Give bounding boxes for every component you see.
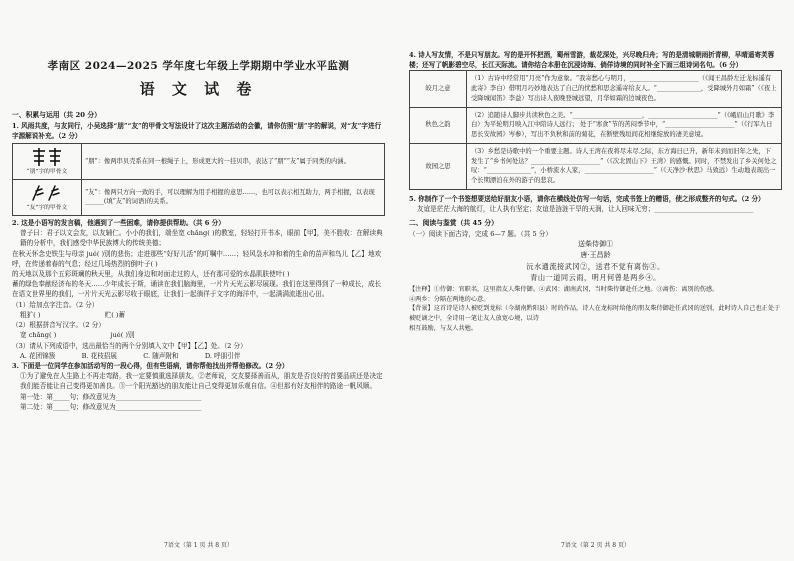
- q4-row-homesick: [410, 143, 782, 189]
- q2-passage-1: 曾子曰：君子以文会友，以友辅仁。小小的我们，端坐宽 chǎng( )的教室，轻轻打开书本，眼前【甲】，美不胜收：在解读典籍的分析中，我们感受中华民族博大的传统美德；: [20, 229, 383, 248]
- q1-table: [12, 143, 385, 216]
- q4-label-autumn: 秋色之韵: [410, 107, 467, 143]
- q4-row-moon: [410, 71, 782, 107]
- q4-text-autumn[interactable]: （2）追随诗人脚步共读秋色之美。“______________________，______________________”（《峨眉山月歌》李白）为平轮明月映入江中陪诗人远行； 处于“寒食”节的苦闷季节中，“______________________”（《行军九日思长安故园》岑参），写出不负秋和前的菊花，在断壁残垣间花相继绽放的凄美意境。: [467, 107, 782, 143]
- q5-text[interactable]: 友谊是茫茫大海的航灯，让人执有坚定；友谊是涟涟干旱的天润，让人回味无穷；______________________________: [417, 205, 754, 214]
- q2-option-c[interactable]: C. 随声附和: [143, 351, 179, 360]
- you-glyph-cell: [13, 179, 82, 215]
- poem-line-1: 沅水通流接武冈②，送君不觉有离伤③。: [526, 261, 665, 271]
- q2-sub2-item-2[interactable]: jué( )别: [110, 331, 135, 340]
- q2-sub2: （2）根据拼音写汉字。（2 分）: [12, 321, 105, 330]
- subject-title: 语 文 试 卷: [139, 80, 258, 98]
- section-1-heading: 一、积累与运用（共 20 分）: [12, 111, 101, 119]
- poem-title: 送柴侍御①: [578, 240, 613, 249]
- q3-fix-2[interactable]: 第二处：第_____句；修改意见为__________________________: [20, 402, 202, 411]
- peng-oracle-glyph-icon: [16, 146, 78, 168]
- poem-background-2: 相互鼓励，与友人共勉。: [409, 324, 478, 332]
- you-oracle-glyph-icon: [16, 182, 78, 204]
- peng-caption: “朋”字的甲骨文: [26, 168, 68, 175]
- page-1-footer: 7语文（第 1 页 共 8 页）: [164, 541, 233, 549]
- poem-note-4: ④两乡：分隔在两地的心意。: [409, 295, 490, 303]
- q2-prompt: 2. 这是小语写的发言稿，他遇到了一些困难，请你提供帮助。（共 6 分）: [12, 218, 225, 227]
- q2-sub3: （3）请从下列成语中，选出最恰当的两个分别填入文中【甲】【乙】处。（2 分）: [12, 341, 247, 350]
- poem-notes: 【注释】①侍御：官职名，这里指友人柴侍御。②武冈：湖南武冈，当时柴侍御赴任之地。③离伤：离别的伤感。: [409, 286, 719, 294]
- poem-background: 【背景】这首诗是诗人被贬到龙标（今湖南黔阳县）时的作品，诗人在龙标时给他的朋友柴侍御赴任武冈的送别，此时诗人自己也正处于被贬谪之中，全诗用一笔让友人放宽心境，以诗: [409, 305, 781, 322]
- q3-text: ①为了避免在人生路上不再走弯路，我一定要慎重选择朋友。②老师说，交友要择善而从，朋友是否良好的首要品质还是决定我们能否能让自己变得更加善良。③一个阳光豁达的朋友能让自己变得更加乐观自信。④但那有好友相伴的路途一帆风顺。: [20, 372, 383, 391]
- q2-sub2-items: [12, 330, 385, 340]
- page-2: [397, 0, 794, 561]
- poem-line-2: 青山一道同云雨，明月何曾是两乡④。: [530, 272, 661, 282]
- q3-fix-1[interactable]: 第一处：第_____句；修改意见为__________________________: [20, 392, 202, 401]
- q2-passage-3: 的天地以及那个五彩斑斓的秋天里，从我们身边和对面走过的人，还有那可爱的水晶肌肤使叶( ): [12, 270, 290, 279]
- q2-passage-4: 蓄的绿色奉献经济布的冬天……少年成长于斯，诵读在我们脑海里，一片片天光云影尽展现。我们在这里得到了一种成长，成长在语文世界里的我们，一片片天光云影尽收于眼底，让我们一起徜徉于文字的海洋中，一起满满流逝出心田。: [12, 280, 382, 299]
- q1-prompt: 1. 风雨共度，与友同行，小吴选择“朋”“友”的甲骨文写法设计了这次主题活动的会徽，请你仿照“朋”字的解说，对“友”字进行字源解说补充。（2 分）: [12, 121, 382, 140]
- page-2-footer: 7语文（第 2 页 共 8 页）: [561, 541, 630, 549]
- q4-table: [409, 70, 782, 190]
- peng-explanation: “朋”：像两串贝壳系在同一根绳子上，形成更大的一挂贝串，表达了“朋”“友”属于同类的内涵。: [82, 143, 385, 179]
- q4-label-homesick: 故园之思: [410, 143, 467, 189]
- page-2-body: [409, 50, 782, 333]
- peng-glyph-cell: [13, 143, 82, 179]
- q2-option-d[interactable]: D. 呼朋引伴: [204, 351, 241, 360]
- q4-row-autumn: [410, 107, 782, 143]
- q2-option-a[interactable]: A. 花团锦簇: [20, 351, 56, 360]
- you-caption: “友”字的甲骨文: [26, 204, 68, 211]
- q5-prompt: 5. 你制作了一个书签想要送给好朋友小语，请你在横线处仿写一句话，完成书签上的赠语，使之形成整齐的句式。（2 分）: [409, 194, 765, 203]
- page-1-body: [12, 110, 385, 412]
- q2-sub3-options: [12, 351, 385, 361]
- exam-title: 孝南区 2024—2025 学年度七年级上学期期中学业水平监测: [47, 60, 350, 72]
- q1-row-peng: [13, 143, 385, 179]
- q2-sub1-item-1[interactable]: 粗犷( ): [20, 310, 41, 319]
- q2-sub1: （1）给加点字注音。（2 分）: [12, 300, 99, 309]
- q4-prompt: 4. 诗人写友情，不是只写朋友。写的是开怀把酒，蜀州雪游，裁花深处，兴尽晚归舟；写的是清城朝雨折青柳，早晴遥寄芙蓉楼；还写了帆影碧空尽，长江天际流。请你结合本册在沉浸诗海、倘佯诗境的同时补全下面三组诗词名句。（6 分）: [409, 51, 775, 70]
- q2-sub1-item-2[interactable]: 贮( )蓄: [104, 310, 126, 319]
- q3-prompt: 3. 下面是一位同学在参加活动写的一段心得，但有些语病，请你帮他找出并帮他修改。（2 分）: [12, 362, 289, 370]
- reading-sub-1: （一）阅读下面古诗，完成 6—7 题。（共 5 分）: [409, 229, 552, 238]
- q4-text-moon[interactable]: （1）古诗中经常用“月亮”作为意象。“我寄愁心与明月，______________________（《闻王昌龄左迁龙标遥有此寄》李白）借明月巧妙地表达了自己的忧愁和思念遥寄给友人。“______________，受降城外月如霜”（《夜上受降城闻笛》李益）写出诗人夜晚登城远望，月华如霜的边城夜色。: [467, 71, 782, 107]
- q4-label-moon: 皎月之意: [410, 71, 467, 107]
- q2-sub1-items: [12, 310, 385, 320]
- q4-text-homesick[interactable]: （3）乡愁是诗歌中的一个重要主题。诗人王湾在夜将尽未尽之际，东方海日已升，新年未到而旧年之先，下发生了“乡书何处达？______________________”（《次北固山下》王湾）的感慨。同时，不禁发出了乡关何处之叹：“______________”，小桥流水人家，______________________”（《天净沙·秋思》马致远）生动地表现出一个长期漂泊在外的游子的悲哀。: [467, 143, 782, 189]
- you-explanation: “友”：像两只方向一致的手，可以理解为用手相握的意思……，也可以表示相互助力，两手相握，以表现______(填“友”的词语)的关系。: [82, 179, 385, 215]
- poem-author: 唐·王昌龄: [580, 250, 611, 259]
- q2-option-b[interactable]: B. 花枝招展: [81, 351, 117, 360]
- poem-block: [409, 239, 782, 283]
- section-2-heading: 二、阅读与鉴赏（共 45 分）: [409, 219, 498, 228]
- q2-passage-2: 在秋天怀念史铁生与母亲 jué( )别的悲伤；走进那些“好好儿活”的叮嘱中……；轻风袅水冲和着的生命的苗声和鸟儿【乙】地欢呼，在传递着春的气息；经过几场热烈的倒叶子( ): [12, 249, 382, 268]
- q2-sub2-item-1[interactable]: 宽 chǎng( ): [20, 331, 57, 340]
- q1-row-you: [13, 179, 385, 215]
